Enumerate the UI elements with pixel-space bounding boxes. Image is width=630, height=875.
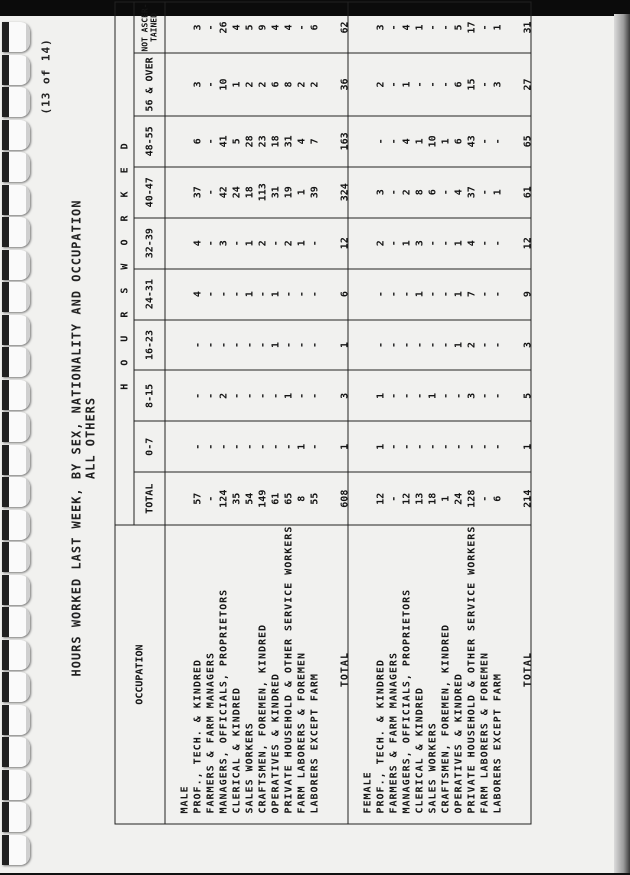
table-cell: - xyxy=(205,81,217,88)
table-cell: 2 xyxy=(401,189,413,196)
table-cell: 6 xyxy=(270,81,282,88)
table-cell: - xyxy=(257,291,269,298)
table-cell: 23 xyxy=(257,135,269,148)
section-label: FEMALE xyxy=(362,771,374,814)
table-cell: 4 xyxy=(401,24,413,31)
table-cell: - xyxy=(427,81,439,88)
table-cell: - xyxy=(479,291,491,298)
table-cell: - xyxy=(388,24,400,31)
occupation-label: SALES WORKERS xyxy=(427,722,439,814)
occupation-label: CLERICAL & KINDRED xyxy=(231,687,243,814)
section-male xyxy=(165,2,348,824)
table-cell: 4 xyxy=(192,291,204,298)
table-cell: - xyxy=(440,81,452,88)
table-cell: - xyxy=(218,341,230,348)
table-cell: - xyxy=(270,240,282,247)
total-cell: 163 xyxy=(339,132,351,151)
table-cell: 41 xyxy=(218,135,230,148)
occupation-header: OCCUPATION xyxy=(115,525,165,824)
table-cell: - xyxy=(283,291,295,298)
hours-worked-table xyxy=(115,2,532,825)
table-cell: 1 xyxy=(401,81,413,88)
table-cell: - xyxy=(453,443,465,450)
occupation-label: SALES WORKERS xyxy=(244,722,256,814)
table-cell: 2 xyxy=(283,240,295,247)
table-cell: - xyxy=(492,443,504,450)
table-cell: 18 xyxy=(244,186,256,199)
table-cell: 3 xyxy=(375,189,387,196)
table-cell: 18 xyxy=(427,492,439,505)
table-cell: - xyxy=(231,240,243,247)
table-cell: - xyxy=(388,240,400,247)
occupation-label: PROF., TECH. & KINDRED xyxy=(192,659,204,814)
table-cell: - xyxy=(388,443,400,450)
occupation-label: PRIVATE HOUSEHOLD & OTHER SERVICE WORKERS xyxy=(466,525,478,814)
table-cell: 4 xyxy=(296,138,308,145)
column-header: NOT ASCER-TAINED xyxy=(134,2,165,53)
total-cell: 31 xyxy=(522,21,534,34)
table-cell: 149 xyxy=(257,489,269,508)
total-cell: 1 xyxy=(339,443,351,450)
occupation-label: OPERATIVES & KINDRED xyxy=(453,673,465,814)
occupation-label: FARMERS & FARM MANAGERS xyxy=(205,652,217,814)
table-cell: 1 xyxy=(453,291,465,298)
table-cell: - xyxy=(492,291,504,298)
table-cell: 65 xyxy=(283,492,295,505)
table-cell: 2 xyxy=(257,81,269,88)
table-cell: - xyxy=(479,341,491,348)
page-label-top: (13 of 14) xyxy=(39,38,53,115)
table-cell: 124 xyxy=(218,489,230,508)
table-cell: 113 xyxy=(257,183,269,202)
table-cell: 1 xyxy=(414,24,426,31)
table-cell: 35 xyxy=(231,492,243,505)
table-cell: - xyxy=(283,341,295,348)
table-cell: - xyxy=(440,341,452,348)
table-cell: - xyxy=(309,291,321,298)
table-cell: - xyxy=(427,240,439,247)
table-cell: - xyxy=(205,495,217,502)
table-cell: - xyxy=(492,240,504,247)
table-cell: - xyxy=(440,443,452,450)
total-cell: 12 xyxy=(522,237,534,250)
table-cell: 3 xyxy=(192,81,204,88)
total-cell: 36 xyxy=(339,78,351,91)
table-cell: - xyxy=(427,443,439,450)
table-cell: 13 xyxy=(414,492,426,505)
table-cell: 2 xyxy=(244,81,256,88)
table-cell: 1 xyxy=(427,392,439,399)
table-cell: - xyxy=(205,240,217,247)
table-cell: 8 xyxy=(296,495,308,502)
table-cell: 1 xyxy=(244,291,256,298)
table-cell: - xyxy=(440,189,452,196)
table-cell: 4 xyxy=(270,24,282,31)
table-cell: - xyxy=(414,392,426,399)
occupation-label: CLERICAL & KINDRED xyxy=(414,687,426,814)
table-cell: 4 xyxy=(466,240,478,247)
table-cell: 6 xyxy=(453,138,465,145)
table-cell: - xyxy=(205,341,217,348)
table-cell: - xyxy=(479,138,491,145)
table-cell: 2 xyxy=(375,240,387,247)
table-cell: - xyxy=(231,341,243,348)
table-cell: - xyxy=(244,392,256,399)
table-cell: - xyxy=(244,341,256,348)
occupation-label: CRAFTSMEN, FOREMEN, KINDRED xyxy=(257,623,269,814)
table-cell: 2 xyxy=(375,81,387,88)
section-female xyxy=(348,2,531,824)
column-header: 48-55 xyxy=(134,116,165,167)
table-cell: 4 xyxy=(283,24,295,31)
table-cell: 1 xyxy=(492,24,504,31)
total-cell: 3 xyxy=(522,341,534,348)
table-cell: - xyxy=(388,392,400,399)
table-cell: 6 xyxy=(453,81,465,88)
table-cell: 1 xyxy=(375,443,387,450)
table-cell: - xyxy=(479,189,491,196)
occupation-label: MANAGERS, OFFICIALS, PROPRIETORS xyxy=(218,588,230,814)
table-cell: - xyxy=(257,443,269,450)
table-cell: 42 xyxy=(218,186,230,199)
table-cell: - xyxy=(205,443,217,450)
table-cell: - xyxy=(388,189,400,196)
section-label: MALE xyxy=(179,785,191,814)
table-cell: - xyxy=(218,443,230,450)
table-cell: 6 xyxy=(309,24,321,31)
table-cell: - xyxy=(283,443,295,450)
table-cell: - xyxy=(466,443,478,450)
table-cell: - xyxy=(192,392,204,399)
total-label: TOTAL xyxy=(522,652,534,688)
table-cell: - xyxy=(479,443,491,450)
table-cell: 1 xyxy=(270,341,282,348)
table-cell: - xyxy=(427,291,439,298)
table-cell: 1 xyxy=(414,138,426,145)
column-header: 56 & OVER xyxy=(134,53,165,116)
total-cell: 1 xyxy=(339,341,351,348)
table-cell: - xyxy=(192,341,204,348)
table-cell: - xyxy=(388,81,400,88)
table-cell: - xyxy=(296,291,308,298)
table-cell: - xyxy=(492,341,504,348)
total-label: TOTAL xyxy=(339,652,351,688)
column-header: 32-39 xyxy=(134,218,165,269)
table-cell: - xyxy=(479,392,491,399)
table-cell: 8 xyxy=(283,81,295,88)
hours-worked-group-header: H O U R S W O R K E D xyxy=(115,2,134,525)
table-cell: 2 xyxy=(257,240,269,247)
table-cell: 24 xyxy=(231,186,243,199)
table-cell: 1 xyxy=(453,240,465,247)
table-cell: - xyxy=(401,291,413,298)
occupation-label: FARM LABORERS & FOREMEN xyxy=(296,652,308,814)
column-header: TOTAL xyxy=(134,472,165,525)
total-cell: 608 xyxy=(339,489,351,508)
total-cell: 9 xyxy=(522,291,534,298)
table-cell: - xyxy=(479,240,491,247)
table-cell: 24 xyxy=(453,492,465,505)
rotated-document xyxy=(0,2,630,875)
table-cell: - xyxy=(375,291,387,298)
total-cell: 5 xyxy=(522,392,534,399)
table-cell: - xyxy=(296,392,308,399)
table-cell: 7 xyxy=(466,291,478,298)
table-cell: 3 xyxy=(466,392,478,399)
total-cell: 3 xyxy=(339,392,351,399)
table-cell: - xyxy=(296,24,308,31)
table-cell: - xyxy=(440,240,452,247)
occupation-label: PROF., TECH. & KINDRED xyxy=(375,659,387,814)
total-cell: 6 xyxy=(339,291,351,298)
table-cell: - xyxy=(440,24,452,31)
table-cell: - xyxy=(309,392,321,399)
table-cell: 3 xyxy=(414,240,426,247)
table-cell: 2 xyxy=(466,341,478,348)
column-header: 40-47 xyxy=(134,167,165,218)
table-cell: 7 xyxy=(309,138,321,145)
table-cell: - xyxy=(270,392,282,399)
table-cell: 3 xyxy=(218,240,230,247)
table-cell: - xyxy=(375,341,387,348)
table-cell: - xyxy=(231,443,243,450)
table-cell: - xyxy=(479,81,491,88)
table-cell: - xyxy=(205,189,217,196)
table-cell: 1 xyxy=(440,138,452,145)
table-cell: 3 xyxy=(375,24,387,31)
table-cell: 19 xyxy=(283,186,295,199)
table-cell: 10 xyxy=(218,78,230,91)
table-cell: 1 xyxy=(414,291,426,298)
table-cell: 57 xyxy=(192,492,204,505)
table-cell: 4 xyxy=(401,138,413,145)
table-cell: - xyxy=(205,392,217,399)
table-cell: 18 xyxy=(270,135,282,148)
table-cell: - xyxy=(309,341,321,348)
table-cell: - xyxy=(205,291,217,298)
table-cell: 1 xyxy=(231,81,243,88)
table-cell: - xyxy=(270,443,282,450)
table-cell: 5 xyxy=(231,138,243,145)
occupation-label: FARMERS & FARM MANAGERS xyxy=(388,652,400,814)
table-cell: - xyxy=(401,392,413,399)
document-subtitle: ALL OTHERS xyxy=(83,396,98,480)
table-cell: 31 xyxy=(283,135,295,148)
table-cell: - xyxy=(192,443,204,450)
table-cell: 6 xyxy=(192,138,204,145)
occupation-label: PRIVATE HOUSEHOLD & OTHER SERVICE WORKERS xyxy=(283,525,295,814)
table-cell: - xyxy=(414,443,426,450)
table-cell: - xyxy=(388,291,400,298)
table-cell: - xyxy=(427,341,439,348)
table-cell: - xyxy=(296,341,308,348)
table-cell: 3 xyxy=(192,24,204,31)
table-cell: 1 xyxy=(296,240,308,247)
table-cell: 2 xyxy=(309,81,321,88)
total-cell: 62 xyxy=(339,21,351,34)
table-cell: 5 xyxy=(244,24,256,31)
table-cell: - xyxy=(388,495,400,502)
table-cell: 1 xyxy=(296,189,308,196)
table-cell: 1 xyxy=(492,189,504,196)
table-cell: - xyxy=(388,138,400,145)
document-title: HOURS WORKED LAST WEEK, BY SEX, NATIONALITY AND OCCUPATION xyxy=(69,199,84,677)
table-cell: 61 xyxy=(270,492,282,505)
column-header: 8-15 xyxy=(134,370,165,421)
total-cell: 65 xyxy=(522,135,534,148)
table-cell: 28 xyxy=(244,135,256,148)
occupation-label: CRAFTSMEN, FOREMEN, KINDRED xyxy=(440,623,452,814)
table-cell: - xyxy=(231,392,243,399)
table-cell: 4 xyxy=(192,240,204,247)
table-cell: 55 xyxy=(309,492,321,505)
occupation-label: MANAGERS, OFFICIALS, PROPRIETORS xyxy=(401,588,413,814)
total-cell: 1 xyxy=(522,443,534,450)
table-cell: - xyxy=(375,138,387,145)
table-cell: - xyxy=(205,24,217,31)
table-cell: - xyxy=(401,443,413,450)
table-cell: - xyxy=(257,341,269,348)
table-cell: - xyxy=(492,138,504,145)
column-header: 24-31 xyxy=(134,269,165,320)
total-cell: 61 xyxy=(522,186,534,199)
table-cell: 2 xyxy=(218,392,230,399)
table-cell: 4 xyxy=(231,24,243,31)
table-cell: 9 xyxy=(257,24,269,31)
table-cell: 1 xyxy=(375,392,387,399)
occupation-label: LABORERS EXCEPT FARM xyxy=(309,673,321,814)
table-cell: 37 xyxy=(466,186,478,199)
table-cell: 15 xyxy=(466,78,478,91)
column-header: 16-23 xyxy=(134,320,165,371)
occupation-label: OPERATIVES & KINDRED xyxy=(270,673,282,814)
table-cell: 1 xyxy=(453,341,465,348)
table-cell: 43 xyxy=(466,135,478,148)
table-cell: - xyxy=(492,392,504,399)
table-cell: - xyxy=(414,81,426,88)
table-cell: 1 xyxy=(270,291,282,298)
table-cell: 8 xyxy=(414,189,426,196)
table-cell: - xyxy=(401,341,413,348)
table-cell: - xyxy=(309,443,321,450)
table-cell: 54 xyxy=(244,492,256,505)
table-cell: 1 xyxy=(440,495,452,502)
table-cell: - xyxy=(205,138,217,145)
total-cell: 27 xyxy=(522,78,534,91)
table-cell: 3 xyxy=(492,81,504,88)
table-cell: - xyxy=(479,495,491,502)
table-cell: 5 xyxy=(453,24,465,31)
table-cell: - xyxy=(453,392,465,399)
table-cell: 2 xyxy=(296,81,308,88)
table-cell: - xyxy=(218,291,230,298)
table-cell: 12 xyxy=(375,492,387,505)
table-cell: - xyxy=(388,341,400,348)
table-cell: 128 xyxy=(466,489,478,508)
table-cell: 1 xyxy=(401,240,413,247)
table-cell: 17 xyxy=(466,21,478,34)
total-cell: 324 xyxy=(339,183,351,202)
occupation-label: LABORERS EXCEPT FARM xyxy=(492,673,504,814)
table-cell: 6 xyxy=(492,495,504,502)
table-cell: - xyxy=(414,341,426,348)
table-cell: 4 xyxy=(453,189,465,196)
table-cell: 1 xyxy=(296,443,308,450)
table-cell: - xyxy=(440,291,452,298)
table-cell: 12 xyxy=(401,492,413,505)
table-cell: 37 xyxy=(192,186,204,199)
table-cell: - xyxy=(427,24,439,31)
total-cell: 12 xyxy=(339,237,351,250)
table-cell: 31 xyxy=(270,186,282,199)
table-cell: 26 xyxy=(218,21,230,34)
table-cell: 10 xyxy=(427,135,439,148)
table-cell: 39 xyxy=(309,186,321,199)
table-cell: - xyxy=(231,291,243,298)
table-cell: - xyxy=(257,392,269,399)
table-cell: - xyxy=(479,24,491,31)
column-header: 0-7 xyxy=(134,421,165,472)
occupation-label: FARM LABORERS & FOREMEN xyxy=(479,652,491,814)
table-cell: 1 xyxy=(283,392,295,399)
total-cell: 214 xyxy=(522,489,534,508)
table-cell: - xyxy=(440,392,452,399)
table-cell: - xyxy=(244,443,256,450)
table-cell: - xyxy=(309,240,321,247)
table-cell: 1 xyxy=(244,240,256,247)
table-cell: 6 xyxy=(427,189,439,196)
